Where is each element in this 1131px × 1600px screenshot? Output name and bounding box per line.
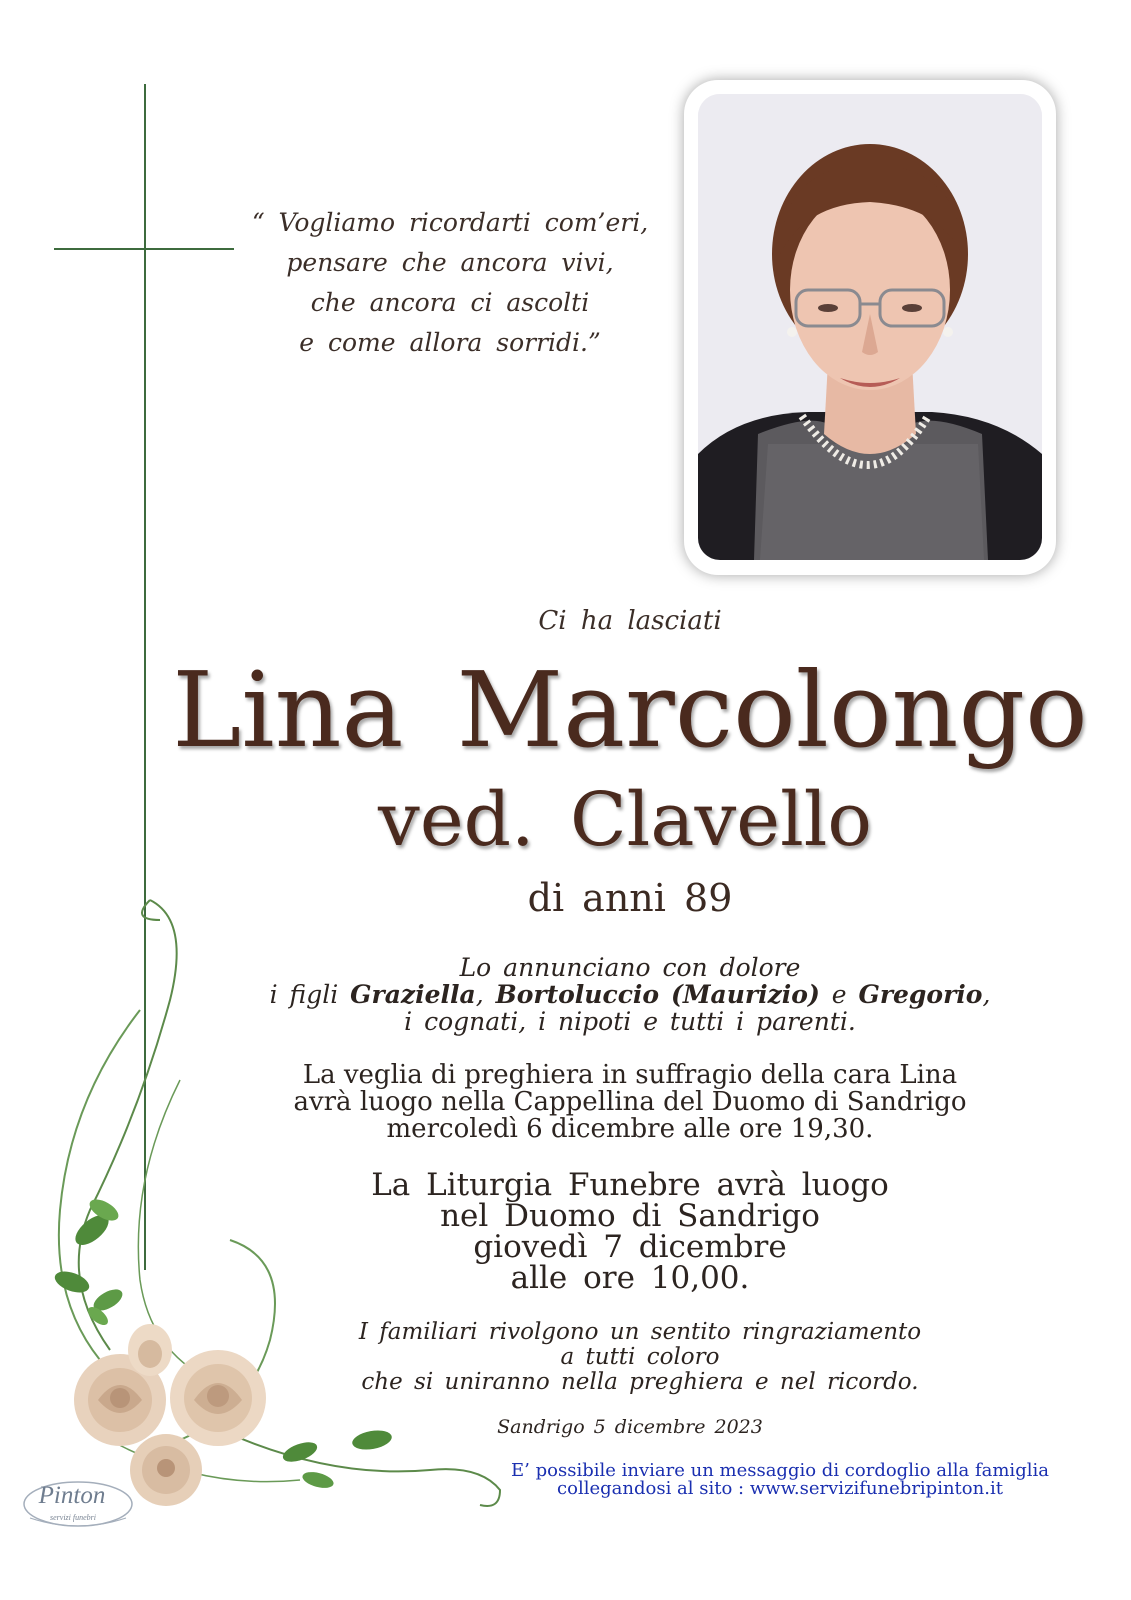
liturgy-line: La Liturgia Funebre avrà luogo <box>371 1167 889 1203</box>
liturgy-line: alle ore 10,00. <box>510 1260 750 1296</box>
intro-text: Ci ha lasciati <box>538 606 722 636</box>
children-prefix: i figli <box>269 980 339 1009</box>
rose-decoration <box>0 880 520 1540</box>
quote-line: “ Vogliamo ricordarti com’eri, <box>251 208 649 237</box>
quote-line: pensare che ancora vivi, <box>286 248 614 277</box>
deceased-name: Lina Marcolongo <box>172 649 1088 771</box>
place-date: Sandrigo 5 dicembre 2023 <box>497 1416 763 1438</box>
logo-name: Pinton <box>38 1482 106 1509</box>
condolence-link[interactable]: collegandosi al sito : www.servizifunebripinton.it <box>557 1478 1003 1499</box>
quote-line: e come allora sorridi.” <box>299 328 601 357</box>
announcement-line: Lo annunciano con dolore <box>459 953 801 982</box>
condolence-line: E’ possibile inviare un messaggio di cordoglio alla famiglia <box>511 1460 1049 1481</box>
condolence-info <box>500 1462 1060 1498</box>
quote-line: che ancora ci ascolti <box>310 288 590 317</box>
announcement-line: i cognati, i nipoti e tutti i parenti. <box>404 1007 856 1036</box>
memorial-quote <box>240 203 660 363</box>
cross-horizontal <box>54 248 234 250</box>
rose-bud <box>128 1324 172 1376</box>
thanks-line: I familiari rivolgono un sentito ringraziamento <box>358 1319 922 1345</box>
vigil-line: La veglia di preghiera in suffragio della cara Lina <box>302 1060 958 1090</box>
logo-subtitle: servizi funebri <box>50 1513 96 1522</box>
child-name: Bortoluccio <box>495 980 660 1009</box>
rose <box>170 1350 266 1446</box>
conjunction: e <box>831 980 847 1009</box>
vigil-line: avrà luogo nella Cappellina del Duomo di Sandrigo <box>293 1087 967 1117</box>
married-name: ved. Clavello <box>378 777 872 863</box>
child-name: Graziella <box>350 980 476 1009</box>
children-line: i figli Graziella, Bortoluccio (Maurizio) e Gregorio, <box>269 980 991 1009</box>
liturgy-line: nel Duomo di Sandrigo <box>440 1198 820 1234</box>
thanks-line: che si uniranno nella preghiera e nel ricordo. <box>361 1369 919 1395</box>
child-name: Gregorio <box>858 980 983 1009</box>
age-text: di anni 89 <box>527 876 733 920</box>
thanks-line: a tutti coloro <box>560 1344 720 1370</box>
vigil-line: mercoledì 6 dicembre alle ore 19,30. <box>386 1114 874 1144</box>
portrait-photo <box>698 94 1042 560</box>
liturgy-line: giovedì 7 dicembre <box>473 1229 787 1265</box>
rose <box>130 1434 202 1506</box>
portrait-illustration <box>698 94 1042 560</box>
child-nickname: (Maurizio) <box>671 980 820 1009</box>
